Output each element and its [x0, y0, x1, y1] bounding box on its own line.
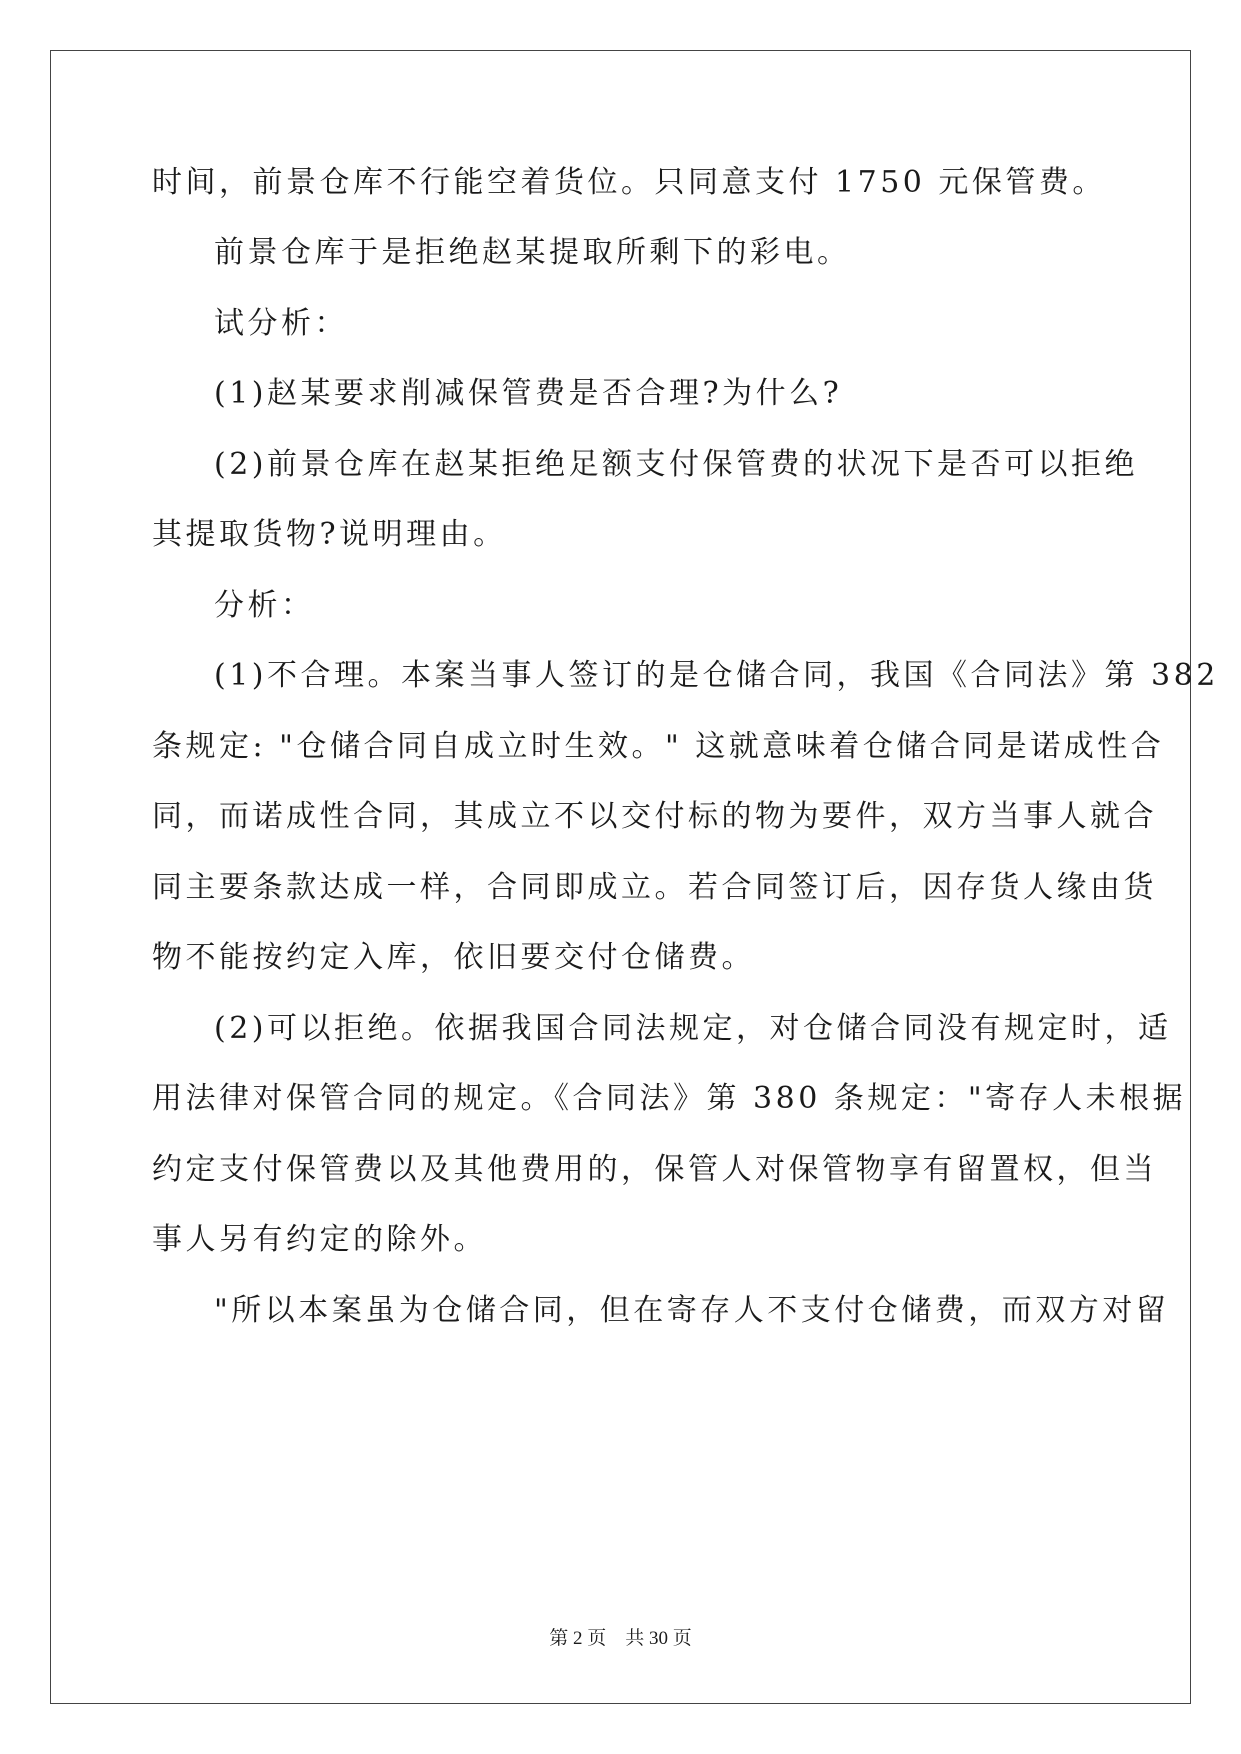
text-line: 条规定: "仓储合同自成立时生效。" 这就意味着仓储合同是诺成性合 — [152, 729, 1165, 764]
page-number: 第 2 页 共 30 页 — [549, 1628, 692, 1649]
text-line: 同主要条款达成一样，合同即成立。若合同签订后，因存货人缘由货 — [152, 870, 1157, 905]
text-line: 前景仓库于是拒绝赵某提取所剩下的彩电。 — [214, 235, 851, 270]
text-line: 其提取货物?说明理由。 — [152, 517, 507, 552]
text-line: 试分析： — [214, 306, 348, 341]
text-line: 用法律对保管合同的规定。《合同法》第 380 条规定："寄存人未根据 — [152, 1081, 1187, 1116]
text-line: 事人另有约定的除外。 — [152, 1222, 487, 1257]
text-line: 分析： — [214, 588, 315, 623]
text-line: 时间，前景仓库不行能空着货位。只同意支付 1750 元保管费。 — [152, 165, 1106, 200]
text-line: (2)前景仓库在赵某拒绝足额支付保管费的状况下是否可以拒绝 — [214, 447, 1138, 482]
text-line: 同，而诺成性合同，其成立不以交付标的物为要件，双方当事人就合 — [152, 799, 1157, 834]
text-line: "所以本案虽为仓储合同，但在寄存人不支付仓储费，而双方对留 — [214, 1293, 1170, 1328]
text-line: (2)可以拒绝。依据我国合同法规定，对仓储合同没有规定时，适 — [214, 1011, 1172, 1046]
text-line: 物不能按约定入库，依旧要交付仓储费。 — [152, 940, 755, 975]
text-line: (1)赵某要求削减保管费是否合理?为什么? — [214, 376, 843, 411]
text-line: (1)不合理。本案当事人签订的是仓储合同，我国《合同法》第 382 — [214, 658, 1219, 693]
text-line: 约定支付保管费以及其他费用的，保管人对保管物享有留置权，但当 — [152, 1152, 1157, 1187]
